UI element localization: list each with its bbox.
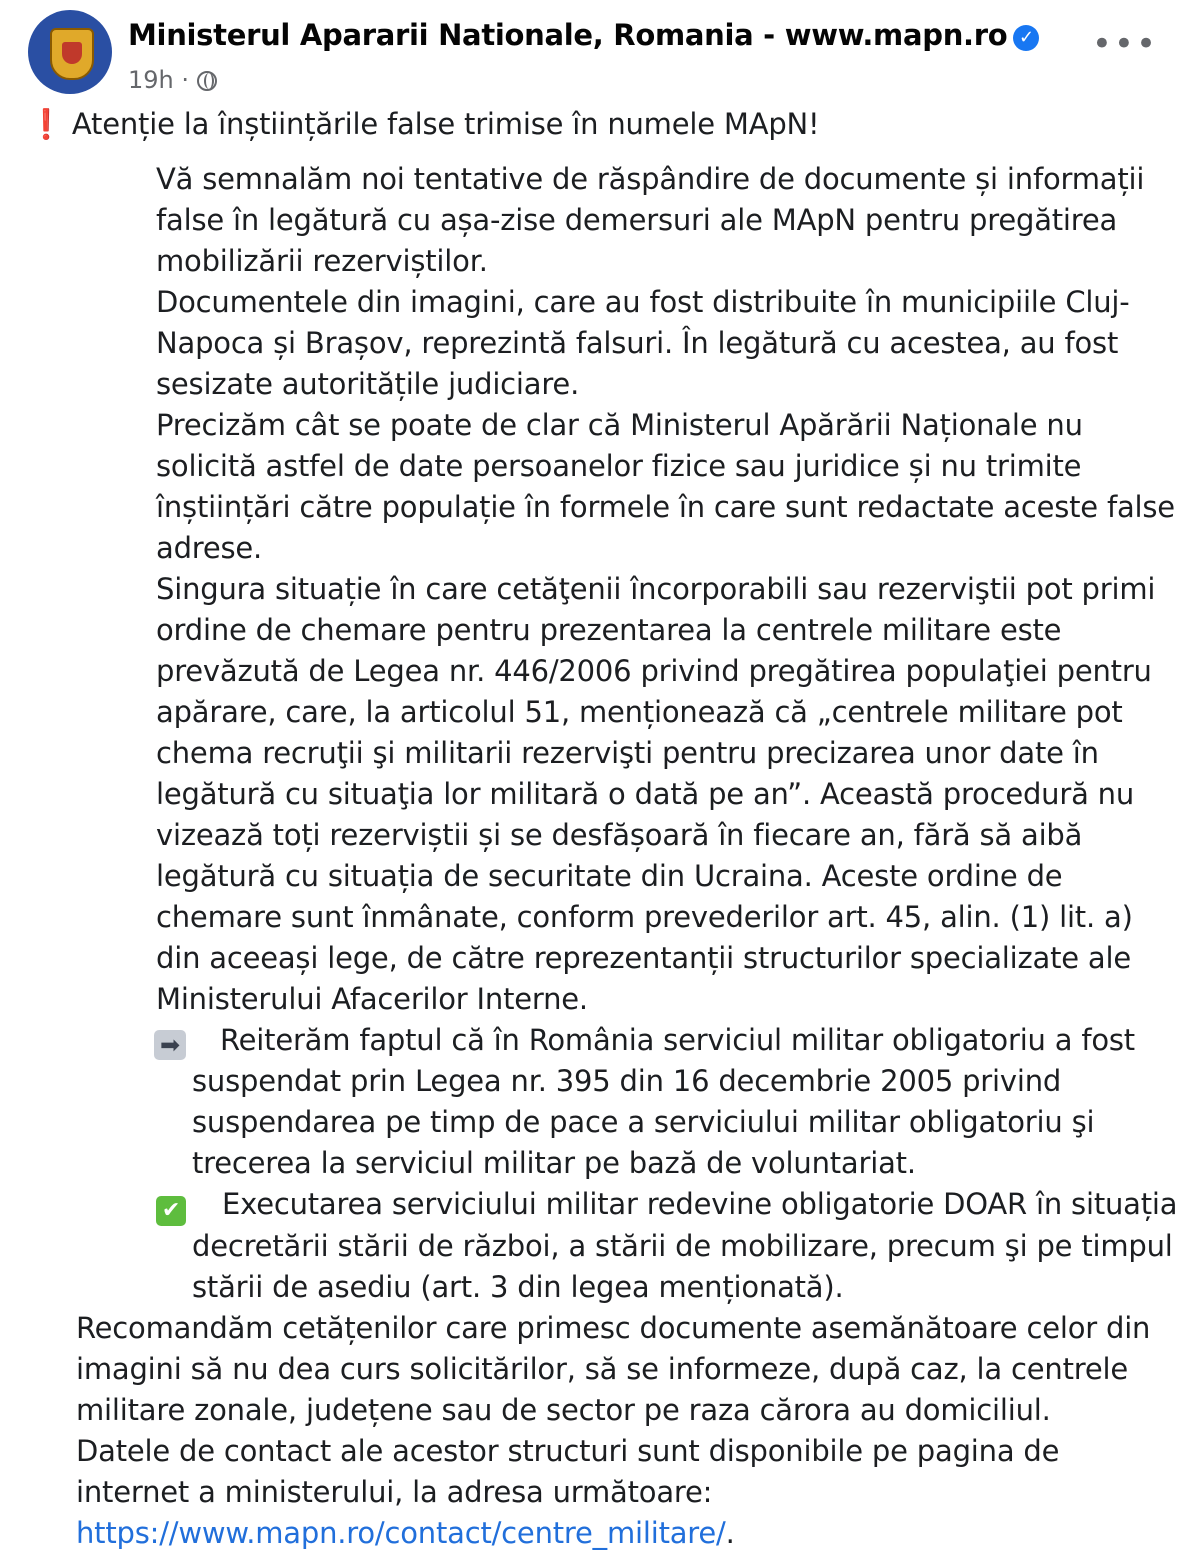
paragraph-5 <box>28 1020 1178 1184</box>
post-headline <box>28 104 1178 145</box>
verified-badge-icon: ✓ <box>1013 25 1039 51</box>
paragraph-2: Documentele din imagini, care au fost distribuite în municipiile Cluj-Napoca și Brașov, reprezintă falsuri. În legătură cu acestea, au fost sesizate autoritățile judiciare. <box>156 285 1130 401</box>
paragraph-8 <box>28 1431 1178 1554</box>
coat-of-arms-icon <box>50 28 94 80</box>
paragraph-7: Recomandăm cetățenilor care primesc documente asemănătoare celor din imagini să nu dea curs solicitărilor, să se informeze, după caz, la centrele militare zonale, județene sau de sector pe raza cărora au domiciliul. <box>76 1311 1151 1427</box>
exclamation-icon: ❗ <box>28 107 64 141</box>
contact-link[interactable]: https://www.mapn.ro/contact/centre_militare/ <box>76 1516 726 1550</box>
post-header <box>28 10 1178 94</box>
globe-icon <box>197 71 217 91</box>
check-mark-icon: ✔ <box>156 1196 186 1226</box>
paragraph-4: Singura situație în care cetăţenii încorporabili sau rezerviştii pot primi ordine de chemare pentru prezentarea la centrele militare este prevăzută de Legea nr. 446/2006 privind pregătirea populaţiei pentru apărare, care, la articolul 51, menționează că „centrele militare pot chema recruţii şi militarii rezervişti pentru precizarea unor date în legătură cu situaţia lor militară o dată pe an”. Această procedură nu vizează toți rezerviștii și se desfășoară în fiecare an, fără să aibă legătură cu situația de securitate din Ucraina. Aceste ordine de chemare sunt înmânate, conform prevederilor art. 45, alin. (1) lit. a) din aceeași lege, de către reprezentanții structurilor specializate ale Ministerului Afacerilor Interne. <box>156 572 1156 1016</box>
more-options-button[interactable]: ••• <box>1091 24 1158 64</box>
link-suffix: . <box>725 1516 735 1550</box>
page-name[interactable] <box>128 18 1039 52</box>
paragraph-8-text: Datele de contact ale acestor structuri sunt disponibile pe pagina de internet a ministerului, la adresa următoare: <box>76 1434 1060 1509</box>
paragraph-1: Vă semnalăm noi tentative de răspândire de documente și informații false în legătură cu așa-zise demersuri ale MApN pentru pregătirea mobilizării rezerviștilor. <box>156 162 1145 278</box>
post-time[interactable]: 19h <box>128 66 174 94</box>
page-avatar[interactable] <box>28 10 112 94</box>
author-name[interactable]: Ministerul Apararii Nationale, Romania - www.mapn.ro <box>128 18 1008 52</box>
meta-separator: · <box>181 66 190 94</box>
paragraph-5-text: Reiterăm faptul că în România serviciul militar obligatoriu a fost suspendat prin Legea nr. 395 din 16 decembrie 2005 privind suspendarea pe timp de pace a serviciului militar obligatoriu şi trecerea la serviciul militar pe bază de voluntariat. <box>192 1023 1135 1180</box>
right-arrow-icon: ➡ <box>154 1030 186 1060</box>
headline-text: Atenție la înștiințările false trimise în numele MApN! <box>71 107 820 141</box>
paragraph-6-text: Executarea serviciului militar redevine obligatorie DOAR în situația decretării stării de război, a stării de mobilizare, precum şi pe timpul stării de asediu (art. 3 din legea menționată). <box>192 1187 1178 1304</box>
post-meta <box>128 66 217 94</box>
paragraph-3: Precizăm cât se poate de clar că Ministerul Apărării Naționale nu solicită astfel de date persoanelor fizice sau juridice și nu trimite înștiințări către populație în formele în care sunt redactate aceste false adrese. <box>156 408 1175 565</box>
post-body <box>28 104 1178 1554</box>
paragraph-6 <box>28 1184 1178 1308</box>
